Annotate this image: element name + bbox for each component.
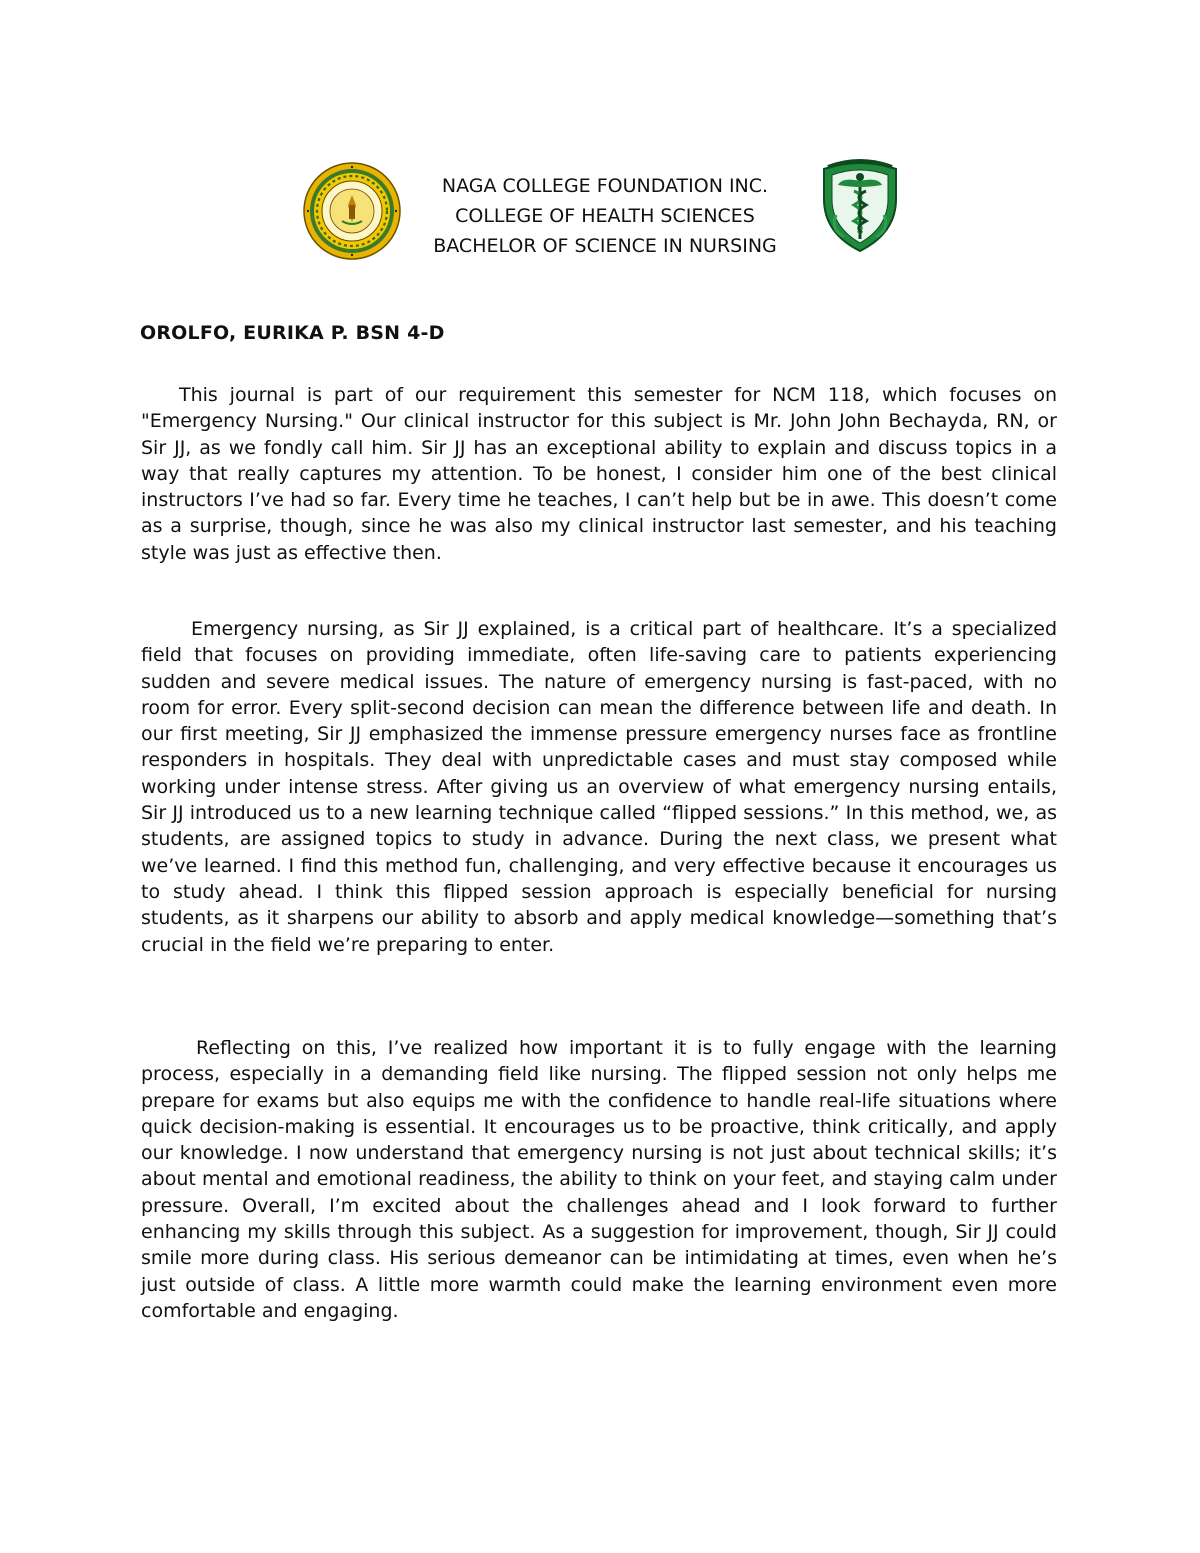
college-name: COLLEGE OF HEALTH SCIENCES <box>455 205 755 227</box>
journal-paragraph-3: Reflecting on this, I’ve realized how important it is to fully engage with the learning process, especially in a demanding field like nursing. The flipped session not only helps me prepare for exams but also equips me with the confidence to handle real-life situations where quick decision-making is essential. It encourages us to be proactive, think critically, and apply our knowledge. I now understand that emergency nursing is not just about technical skills; it’s about mental and emotional readiness, the ability to think on your feet, and staying calm under pressure. Overall, I’m excited about the challenges ahead and I look forward to further enhancing my skills through this subject. As a suggestion for improvement, though, Sir JJ could smile more during class. His serious demeanor can be intimidating at times, even when he’s just outside of class. A little more warmth could make the learning environment even more comfortable and engaging. <box>141 1037 1057 1322</box>
journal-paragraph-2: Emergency nursing, as Sir JJ explained, is a critical part of healthcare. It’s a specialized field that focuses on providing immediate, often life-saving care to patients experiencing sudden and severe medical issues. The nature of emergency nursing is fast-paced, with no room for error. Every split-second decision can mean the difference between life and death. In our first meeting, Sir JJ emphasized the immense pressure emergency nurses face as frontline responders in hospitals. They deal with unpredictable cases and must stay composed while working under intense stress. After giving us an overview of what emergency nursing entails, Sir JJ introduced us to a new learning technique called “flipped sessions.” In this method, we, as students, are assigned topics to study in advance. During the next class, we present what we’ve learned. I find this method fun, challenging, and very effective because it encourages us to study ahead. I think this flipped session approach is especially beneficial for nursing students, as it sharpens our ability to absorb and apply medical knowledge—something that’s crucial in the field we’re preparing to enter. <box>141 618 1057 956</box>
institution-name: NAGA COLLEGE FOUNDATION INC. <box>441 175 769 197</box>
program-name: BACHELOR OF SCIENCE IN NURSING <box>433 235 777 257</box>
college-health-sciences-caduceus-icon <box>810 155 910 255</box>
student-name-section: OROLFO, EURIKA P. BSN 4-D <box>140 322 445 344</box>
journal-paragraph-1: This journal is part of our requirement this semester for NCM 118, which focuses on "Emergency Nursing." Our clinical instructor for this subject is Mr. John John Bechayda, RN, or Sir JJ, as we fondly call him. Sir JJ has an exceptional ability to explain and discuss topics in a way that really captures my attention. To be honest, I consider him one of the best clinical instructors I’ve had so far. Every time he teaches, I can’t help but be in awe. This doesn’t come as a surprise, though, since he was also my clinical instructor last semester, and his teaching style was just as effective then. <box>141 384 1057 564</box>
letterhead <box>300 155 910 265</box>
